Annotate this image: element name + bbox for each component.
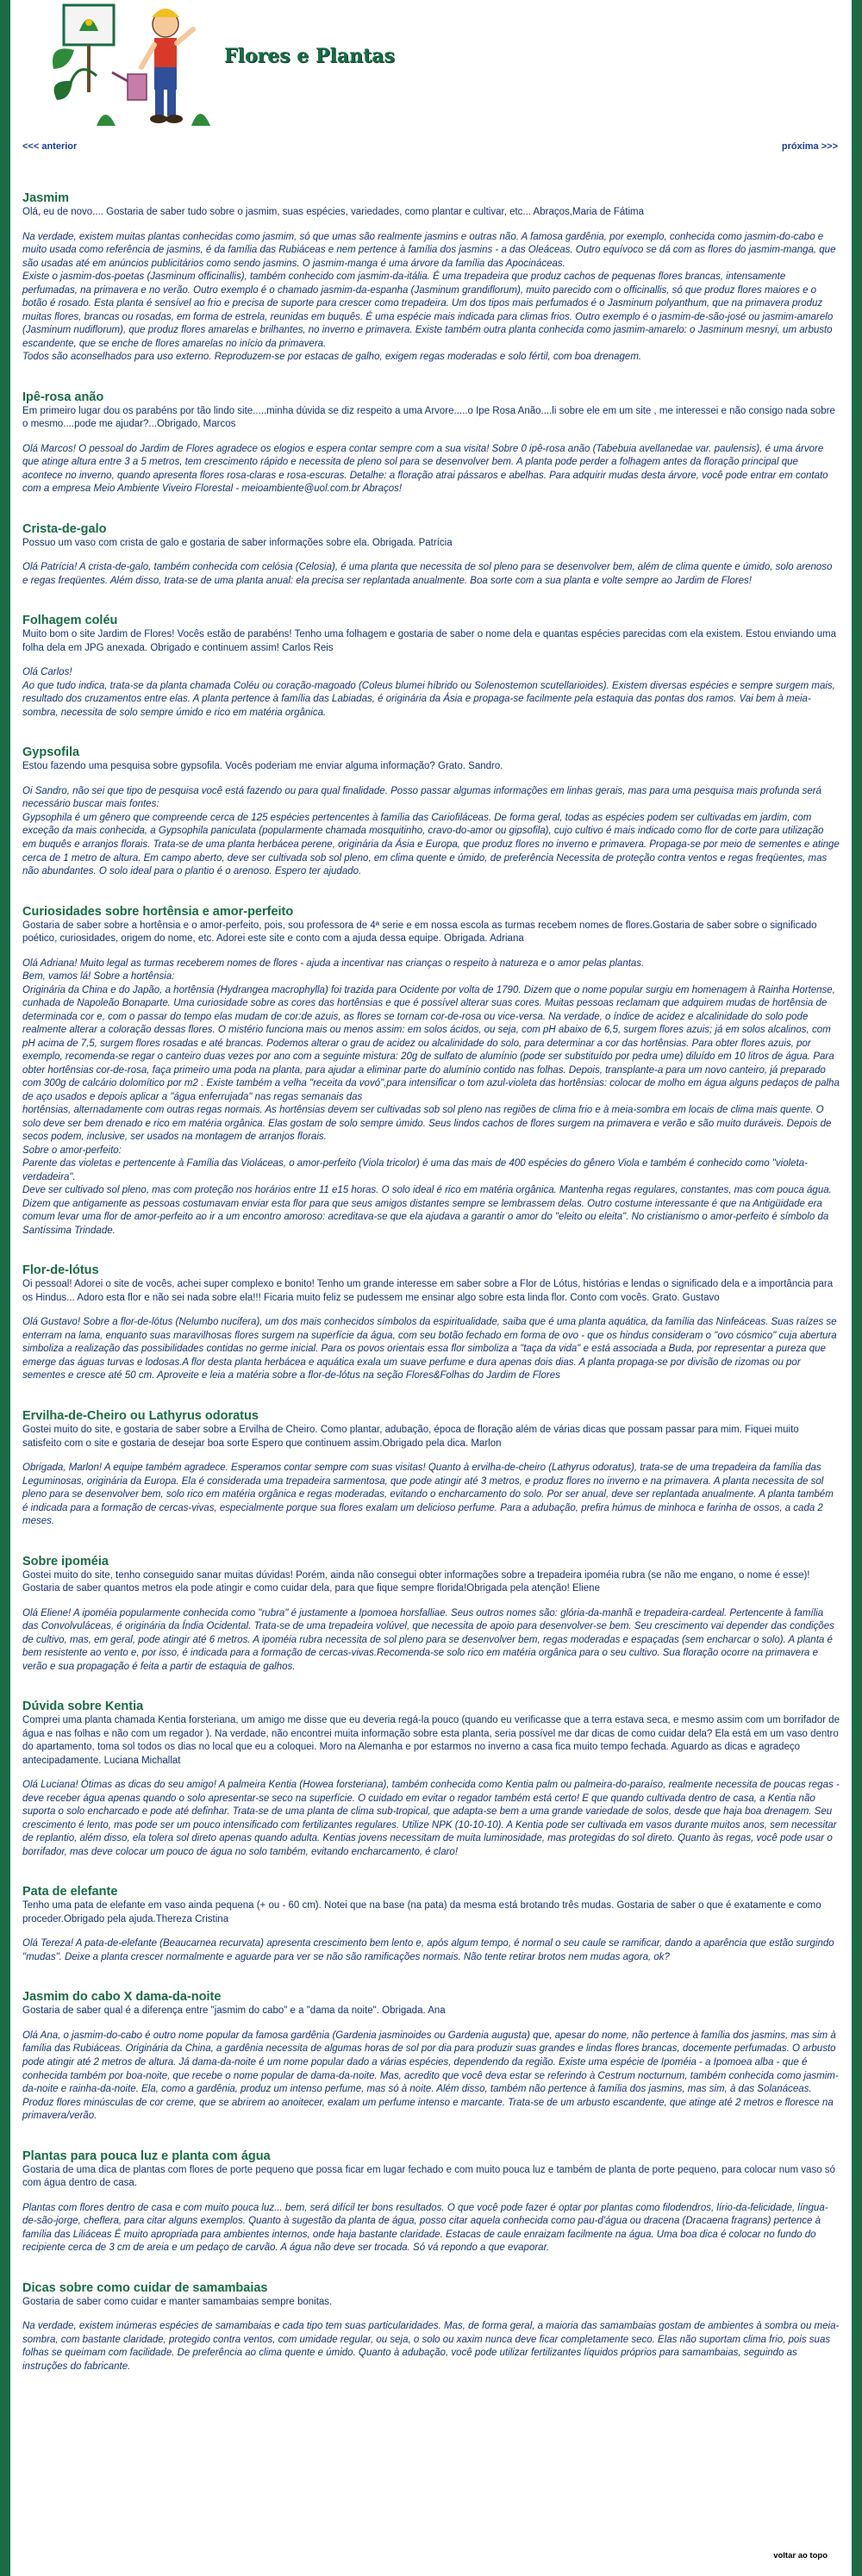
- qa-entry: [22, 1885, 840, 1964]
- qa-entry: [22, 2281, 840, 2374]
- entry-answer: Oi Sandro, não sei que tipo de pesquisa você está fazendo ou para qual finalidade. Posso passar algumas informações em linhas gerais, mas para uma pesquisa mais profunda será necessário buscar mais fontes: Gypsophila é um gênero que compreende cerca de 125 espécies pertencentes à família das Cariofiláceas. De forma geral, todas as espécies podem ser cultivadas em jardim, com exceção da mais conhecida, a Gypsophila paniculata (popularmente chamada mosquitinho, cravo-do-amor ou gipsofila), cujo cultivo é mais indicado como flor de corte para utilização em buquês e arranjos florais. Trata-se de uma planta herbácea perene, originária da Ásia e Europa, que produz flores no inverno e primavera. Propaga-se por meio de sementes e atinge cerca de 1 metro de altura. Em campo aberto, deve ser cultivada sob sol pleno, em clima quente e úmido, de preferência Necessita de proteção contra ventos e regas freqüentes, mas não abundantes. O solo ideal para o plantio é o arenoso. Espero ter ajudado.: [22, 785, 840, 877]
- gardener-mascot-icon: [45, 0, 217, 129]
- site-title: Flores e Plantas: [224, 45, 395, 67]
- entry-answer: Na verdade, existem muitas plantas conhecidas como jasmim, só que umas são realmente jasmins e outras não. A famosa gardênia, por exemplo, conhecida como jasmim-do-cabo e muito usada como referência de jasmins, é da família das Rubiáceas e nem pertence à família dos jasmins - a das Oleáceas. Outro equívoco se dá com as flores do jasmim-manga, que são usadas até em anúncios publicitários como sendo jasmins. O jasmim-manga é uma árvore da família das Apocináceas. Existe o jasmim-dos-poetas (Jasminum officinallis), também conhecido com jasmim-da-itália. É uma trepadeira que produz cachos de pequenas flores brancas, intensamente perfumadas, na primavera e no verão. Outro exemplo é o chamado jasmim-da-espanha (Jasminum grandiflorum), muito parecido com o officinallis, só que produz flores maiores e o botão é rosado. Esta planta é sensível ao frio e precisa de suporte para crescer como trepadeira. Um dos tipos mais perfumados é o Jasminum polyanthum, que na primavera produz muitas flores, brancas ou rosadas, em forma de estrela, reunidas em buquês. É uma espécie mais indicada para climas frios. Outro exemplo é o jasmim-de-são-josé ou jasmim-amarelo (Jasminum nudiflorum), que produz flores amarelas e brilhantes, no inverno e primavera. Existe também outra planta conhecida como jasmim-amarelo: o Jasminum mesnyi, um arbusto escandente, que se enche de flores amarelas no início da primavera. Todos são aconselhados para uso externo. Reproduzem-se por estacas de galho, exigem regas moderadas e solo fértil, com boa drenagem.: [22, 231, 836, 363]
- qa-entry: [22, 1700, 840, 1859]
- entry-answer: Plantas com flores dentro de casa e com muito pouca luz... bem, será difícil ter bons resultados. O que você pode fazer é optar por plantas como filodendros, lírio-da-felicidade, língua-de-são-jorge, cheflera, para citar alguns exemplos. Quanto à sugestão da planta de água, posso citar aquela conhecida como pau-d'água ou dracena (Dracaena fragrans) pertence à família das Liliáceas É muito apropriada para ambientes internos, onde haja bastante claridade. Estacas de caule enraizam facilmente na água. Uma boa dica é colocar no fundo do recipiente cerca de 3 cm de areia e um pedaço de carvão. A água não deve ser trocada. Só vá repondo a que evaporar.: [22, 2202, 828, 2254]
- entry-answer: Olá Carlos! Ao que tudo indica, trata-se da planta chamada Coléu ou coração-magoado (Coleus blumei híbrido ou Solenostemon scutellarioides). Existem diversas espécies e sempre surgem mais, resultado dos cruzamentos entre elas. A planta pertence à família das Labiadas, é originária da Ásia e propaga-se facilmente pela estaquia das pontas dos ramos. Vai bem à meia-sombra, necessita de solo sempre úmido e rico em matéria orgânica.: [22, 667, 835, 718]
- entry-question: Muito bom o site Jardim de Flores! Vocês estão de parabéns! Tenho uma folhagem e gostaria de saber o nome dela e quantas espécies parecidas com ela existem. Estou enviando uma folha dela em JPG anexada. Obrigado e continuem assim! Carlos Reis: [22, 629, 836, 653]
- entry-title: Flor-de-lótus: [22, 1263, 99, 1278]
- entry-answer: Olá Ana, o jasmim-do-cabo é outro nome popular da famosa gardênia (Gardenia jasminoides ou Gardenia augusta) que, apesar do nome, não pertence à família dos jasmins, mas sim à família das Rubiáceas. Originária da China, a gardênia necessita de algumas horas de sol por dia para produzir suas grandes e lindas flores brancas, docemente perfumadas. O arbusto pode atingir até 2 metros de altura. Já dama-da-noite é um nome popular dado a várias espécies, dependendo da região. Existe uma espécie de Ipoméia - a Ipomoea alba - que é conhecida também por boa-noite, que recebe o nome popular de dama-da-noite. Mas, acredito que você deva estar se referindo à Cestrum nocturnum, também conhecida como jasmim-da-noite e rainha-da-noite. Ela, como a gardênia, produz um intenso perfume, mas só à noite. Além disso, também não pertence à família dos jasmins, mas sim, à das Solanáceas. Produz flores minúsculas de cor creme, que se abrirem ao anoitecer, exalam um perfume intenso e marcante. Trata-se de um arbusto escandente, que atinge até 2 metros e floresce na primavera/verão.: [22, 2030, 839, 2122]
- page: [10, 0, 852, 2576]
- entry-question: Olá, eu de novo.... Gostaria de saber tudo sobre o jasmim, suas espécies, variedades, como plantar e cultivar, etc... Abraços,Maria de Fátima: [22, 207, 645, 217]
- qa-entry: [22, 191, 840, 365]
- entry-title: Plantas para pouca luz e planta com água: [22, 2149, 271, 2163]
- qa-entry: [22, 1409, 840, 1529]
- entry-question: Gostaria de uma dica de plantas com flores de porte pequeno que possa ficar em lugar fechado e com muito pouca luz e também de planta de porte pequeno, para colocar num vaso só com água dentro de casa.: [22, 2164, 835, 2189]
- entry-question: Comprei uma planta chamada Kentia forsteriana, um amigo me disse que eu deveria regá-la pouco (quando eu verificasse que a terra estava seca, e mesmo assim com um borrifador de água e nas folhas e não com um regador ). Na verdade, não encontrei muita informação sobre esta planta, seria possível me dar dicas de como cuidar dela? Ela está em um vaso dentro do apartamento, toma sol todos os dias no local que eu a coloquei. Moro na Alemanha e por estarmos no inverno a casa fica muito tempo fechada. Aguardo as dicas e agradeço antecipadamente. Luciana Michallat: [22, 1715, 840, 1766]
- logo: [45, 0, 217, 129]
- qa-entry: [22, 1555, 840, 1675]
- qa-list: [10, 159, 852, 2373]
- entry-answer: Olá Patrícia! A crista-de-galo, também conhecida com celósia (Celosia), é uma planta que necessita de sol pleno para se desenvolver bem, além de clima quente e úmido, solo arenoso e regas freqüentes. Além disso, trata-se de uma planta anual: ela precisa ser replantada anualmente. Boa sorte com a sua planta e volte sempre ao Jardim de Flores!: [22, 562, 833, 586]
- pagination-nav: [10, 129, 852, 159]
- entry-title: Gypsofila: [22, 745, 80, 760]
- entry-question: Possuo um vaso com crista de galo e gostaria de saber informações sobre ela. Obrigada. Patrícia: [22, 537, 453, 548]
- entry-title: Pata de elefante: [22, 1885, 118, 1899]
- entry-title: Sobre ipoméia: [22, 1554, 109, 1569]
- entry-question: Gostei muito do site, e gostaria de saber sobre a Ervilha de Cheiro. Como plantar, adubação, época de floração além de várias dicas que possam passar para mim. Fiquei muito satisfeito com o site e gostaria de desejar boa sorte Espero que continuem assim.Obrigado pela dica. Marlon: [22, 1425, 799, 1449]
- entry-question: Oi pessoal! Adorei o site de vocês, achei super complexo e bonito! Tenho um grande interesse em saber sobre a Flor de Lótus, histórias e lendas o significado dela e a importância para os Hindus... Adoro esta flor e não sei nada sobre ela!!! Ficaria muito feliz se pudessem me ensinar algo sobre esta linda flor. Conto com vocês. Grato. Gustavo: [22, 1279, 834, 1303]
- previous-page-link[interactable]: <<< anterior: [22, 141, 78, 152]
- entry-title: Curiosidades sobre hortênsia e amor-perfeito: [22, 904, 294, 919]
- entry-answer: Olá Eliene! A ipoméia popularmente conhecida como "rubra" é justamente a Ipomoea horsfalliae. Seus outros nomes são: glória-da-manhã e trepadeira-cardeal. Pertencente à família das Convolvuláceas, é originária da Índia Ocidental. Trata-se de uma trepadeira volúvel, que necessita de apoio para desenvolver-se bem. Seu crescimento vai depender das condições de cultivo, mas, em geral, pode atingir até 6 metros. A ipoméia rubra necessita de sol pleno para se desenvolver bem, regas moderadas e espaçadas (sem encharcar o solo). A planta é bem resistente ao vento e, por isso, é indicada para a formação de cercas-vivas.Recomenda-se solo rico em matéria orgânica para o seu cultivo. Sua floração ocorre na primavera e verão e sua propagação é feita a partir de estaquia de galhos.: [22, 1607, 834, 1672]
- qa-entry: [22, 390, 840, 496]
- entry-question: Em primeiro lugar dou os parabéns por tão lindo site.....minha dúvida se diz respeito a uma Arvore.....o Ipe Rosa Anão....li sobre ele em um site , me interessei e não consigo nada sobre o mesmo....pode me ajudar?...Obrigado, Marcos: [22, 405, 835, 430]
- qa-entry: [22, 2149, 840, 2255]
- header: [10, 0, 852, 129]
- entry-answer: Olá Tereza! A pata-de-elefante (Beaucarnea recurvata) apresenta crescimento bem lento e, após algum tempo, é normal o seu caule se ramificar, dando a aparência que estão surgindo "mudas". Deixe a planta crescer normalmente e aguarde para ver se não são ramificações normais. Não tente retirar brotos nem mudas agora, ok?: [22, 1938, 834, 1962]
- entry-answer: Obrigada, Marlon! A equipe também agradece. Esperamos contar sempre com suas visitas! Quanto à ervilha-de-cheiro (Lathyrus odoratus), trata-se de uma trepadeira da família das Leguminosas, originária da Europa. Ela é considerada uma trepadeira sarmentosa, que pode atingir até 3 metros, e produz flores no inverno e na primavera. A planta necessita de sol pleno para se desenvolver bem, solo rico em matéria orgânica e regas moderadas, evitando o encharcamento do solo. Por ser anual, deve ser replantada anualmente. A planta também é indicada para a formação de cercas-vivas, especialmente porque sua flores exalam um delicioso perfume. Para a adubação, prefira húmus de minhoca e farinha de ossos, a cada 2 meses.: [22, 1463, 834, 1527]
- qa-entry: [22, 745, 840, 878]
- entry-title: Dicas sobre como cuidar de samambaias: [22, 2280, 268, 2295]
- entry-title: Ipê-rosa anão: [22, 390, 104, 404]
- entry-title: Jasmim do cabo X dama-da-noite: [22, 1990, 222, 2005]
- entry-title: Crista-de-galo: [22, 521, 107, 536]
- entry-title: Jasmim: [22, 191, 70, 205]
- entry-question: Gostaria de saber sobre a hortênsia e o amor-perfeito, pois, sou professora de 4ª serie e em nossa escola as turmas recebem nomes de flores.Gostaria de saber sobre o significado poético, curiosidades, origem do nome, etc. Adorei este site e conto com a ajuda dessa equipe. Obrigada. Adriana: [22, 920, 817, 945]
- qa-entry: [22, 614, 840, 720]
- qa-entry: [22, 1990, 840, 2123]
- entry-title: Ervilha-de-Cheiro ou Lathyrus odoratus: [22, 1409, 259, 1423]
- entry-question: Gostei muito do site, tenho conseguido sanar muitas dúvidas! Porém, ainda não consegui obter informações sobre a trepadeira ipoméia rubra (se não me engano, o nome é esse)! Gostaria de saber quantos metros ela pode atingir e como cuidar dela, para que fique sempre florida!Obrigada pela atenção! Eliene: [22, 1569, 810, 1594]
- entry-question: Tenho uma pata de elefante em vaso ainda pequena (+ ou - 60 cm). Notei que na base (na pata) da mesma está brotando três mudas. Gostaria de saber o que é exatamente e como proceder.Obrigado pela ajuda.Thereza Cristina: [22, 1900, 821, 1924]
- qa-entry: [22, 522, 840, 589]
- entry-title: Folhagem coléu: [22, 614, 118, 628]
- entry-question: Gostaria de saber como cuidar e manter samambaias sempre bonitas.: [22, 2296, 333, 2307]
- entry-answer: Olá Marcos! O pessoal do Jardim de Flores agradece os elogios e espera contar sempre com a sua visita! Sobre 0 ipê-rosa anão (Tabebuia avellanedae var. paulensis), é uma árvore que atinge altura entre 3 a 5 metros, tem crescimento rápido e necessita de pleno sol para se desenvolver bem. A planta pode perder a folhagem antes da floração principal que acontece no inverno, quando apresenta flores rosa-claras e rosa-escuras. Detalhe: a floração atrai pássaros e abelhas. Para adquirir mudas desta árvore, você pode entrar em contato com a empresa Meio Ambiente Viveiro Florestal - meioambiente@uol.com.br Abraços!: [22, 443, 828, 495]
- entry-answer: Olá Luciana! Ótimas as dicas do seu amigo! A palmeira Kentia (Howea forsteriana), também conhecida como Kentia palm ou palmeira-do-paraíso, realmente necessita de poucas regas - deve receber água apenas quando o solo apresentar-se seco na superfície. O cuidado em evitar o regador também está certo! E que quando cultivada dentro de casa, a Kentia não suporta o solo encharcado e pode até definhar. Trata-se de uma planta de clima sub-tropical, que adapta-se bem a uma grande variedade de solos, desde que haja boa drenagem. Seu crescimento é lento, mas pode ser um pouco intensificado com fertilizantes regulares. Utilize NPK (10-10-10). A Kentia pode ser cultivada em vasos durante muitos anos, sem necessitar de replantio, além disso, ela tolera sol direto apenas quando adulta. Kentias jovens necessitam de muita luminosidade, mas protegidas do sol direto. Quanto às regas, você pode usar o borrifador, mas deve colocar um pouco de água no solo também, evitando encharcamento, é claro!: [22, 1780, 840, 1857]
- entry-answer: Olá Gustavo! Sobre a flor-de-lótus (Nelumbo nucifera), um dos mais conhecidos símbolos da espiritualidade, saiba que é uma planta aquática, da família das Ninfeáceas. Suas raízes se enterram na lama, enquanto suas maravilhosas flores surgem na superfície da água, com seu botão fechado em forma de ovo - que os hindus consideram o "ovo cósmico" cuja abertura simboliza a realização das possibilidades contidas no germe inicial. Para os povos orientais essa flor simboliza a "taça da vida" e está associada a Buda, por representar a pureza que emerge das águas turvas e lodosas.A flor desta planta herbácea e aquática exala um suave perfume e dura apenas dois dias. A planta propaga-se por divisão de rizomas ou por sementes e cresce até 50 cm. Aproveite e leia a matéria sobre a flor-de-lótus na seção Flores&Folhas do Jardim de Flores: [22, 1317, 837, 1382]
- entry-answer: Olá Adriana! Muito legal as turmas receberem nomes de flores - ajuda a incentivar nas crianças o respeito à natureza e o amor pelas plantas. Bem, vamos lá! Sobre a hortênsia: Originária da China e do Japão, a hortênsia (Hydrangea macrophylla) foi trazida para Ocidente por volta de 1790. Dizem que o nome popular surgiu em homenagem à Rainha Hortense, cunhada de Napoleão Bonaparte. Uma curiosidade sobre as cores das hortênsias e que é possível alterar suas cores. Muitas pessoas reclamam que adquirem mudas de hortênsia de determinada cor e, com o passar do tempo elas mudam de cor:de azuis, as flores se tornam cor-de-rosa ou vice-versa. Na verdade, o índice de acidez e alcalinidade do solo pode realmente alterar a coloração dessas flores. O mistério funciona mais ou menos assim: em solos ácidos, ou seja, com pH abaixo de 6,5, surgem flores azuis; já em solos alcalinos, com pH acima de 7,5, surgem flores rosadas e até brancas. Podemos alterar o grau de acidez ou alcalinidade do solo, para determinar a cor das hortênsias. Para obter flores azuis, por exemplo, recomenda-se regar o canteiro duas vezes por ano com a seguinte mistura: 20g de sulfato de alumínio (pode ser substituído por pedra ume) diluído em 10 litros de água. Para obter hortênsias cor-de-rosa, faça primeiro uma poda na planta, para ajudar a eliminar parte do alumínio contido nas folhas. Depois, transplante-a para um novo canteiro, já preparado com 300g de calcário dolomítico por m2 . Existe também a velha "receita da vovó",para intensificar o tom azul-violeta das hortênsias: colocar de molho em água alguns pedaços de palha de aço usados e depois aplicar a "água enferrujada" nas regas semanais das hortênsias, alternadamente com outras regas normais. As hortênsias devem ser cultivadas sob sol pleno nas regiões de clima frio e à meia-sombra em locais de clima mais quente. O solo deve ser bem drenado e rico em matéria orgânica. Elas gostam de solo sempre úmido. Seus lindos cachos de flores surgem na primavera e verão e são muito duráveis. Depois de secos podem, inclusive, ser usados na montagem de arranjos florais. Sobre o amor-perfeito: Parente das violetas e pertencente à Família das Violáceas, o amor-perfeito (Viola tricolor) é uma das mais de 400 espécies do gênero Viola e também é conhecido como "violeta-verdadeira". Deve ser cultivado sol pleno, mas com proteção nos horários entre 11 e15 horas. O solo ideal é rico em matéria orgânica. Mantenha regas regulares, constantes, mas com pouca água. Dizem que antigamente as pessoas costumavam enviar esta flor para que seus amigos distantes sempre se lembrassem delas. Outro costume interessante é que na Antigüidade era comum levar uma flor de amor-perfeito ao ir a um encontro amoroso: acreditava-se que ela ajudava a garantir o amor do "eleito ou eleita". No cristianismo o amor-perfeito é símbolo da Santíssima Trindade.: [22, 957, 840, 1236]
- back-to-top-link[interactable]: voltar ao topo: [773, 2551, 828, 2560]
- entry-title: Dúvida sobre Kentia: [22, 1700, 144, 1714]
- entry-answer: Na verdade, existem inúmeras espécies de samambaias e cada tipo tem suas particularidades. Mas, de forma geral, a maioria das samambaias gostam de ambientes à sombra ou meia-sombra, com bastante claridade, protegido contra ventos, com umidade regular, ou seja, o solo ou xaxim nunca deve ficar completamente seco. Elas não suportam clima frio, pois suas folhas se queimam com facilidade. De preferência ao clima quente e úmido. Quanto à adubação, você pode utilizar fertilizantes líquidos próprios para samambaias, seguindo as instruções do fabricante.: [22, 2321, 840, 2372]
- qa-entry: [22, 905, 840, 1238]
- entry-question: Gostaria de saber qual é a diferença entre "jasmim do cabo" e a "dama da noite". Obrigada. Ana: [22, 2005, 446, 2017]
- entry-question: Estou fazendo uma pesquisa sobre gypsofila. Vocês poderiam me enviar alguma informação? Grato. Sandro.: [22, 761, 503, 772]
- qa-entry: [22, 1263, 840, 1383]
- next-page-link[interactable]: próxima >>>: [781, 141, 838, 152]
